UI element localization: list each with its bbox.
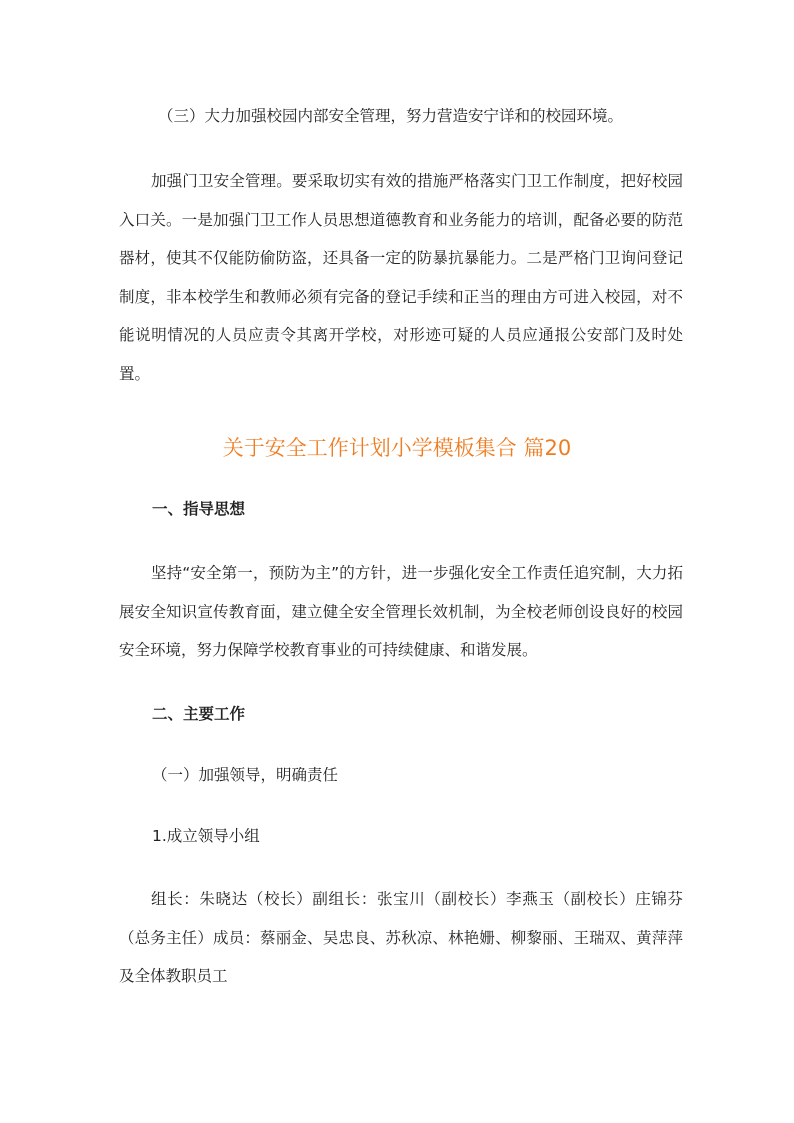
paragraph-text: 组长：朱晓达（校长）副组长：张宝川（副校长）李燕玉（副校长）庄锦芬（总务主任）成员：蔡丽金、吴忠良、苏秋凉、林艳姗、柳黎丽、王瑞双、黄萍萍及全体教职员工 <box>119 890 683 985</box>
sub-heading-text: （一）加强领导，明确责任 <box>152 766 339 784</box>
section-heading-2 <box>152 704 716 724</box>
item-heading-1 <box>152 826 716 846</box>
members-paragraph <box>119 880 683 996</box>
heading-text: 一、指导思想 <box>152 500 246 518</box>
item-heading-text: 1.成立领导小组 <box>152 827 260 845</box>
heading-text: （三）大力加强校园内部安全管理，努力营造安宁详和的校园环境。 <box>158 107 624 125</box>
sub-heading-1 <box>152 765 716 785</box>
gatekeeper-paragraph <box>119 162 683 393</box>
guiding-thought-paragraph <box>119 554 683 670</box>
paragraph-text: 加强门卫安全管理。要采取切实有效的措施严格落实门卫工作制度，把好校园入口关。一是加强门卫工作人员思想道德教育和业务能力的培训，配备必要的防范器材，使其不仅能防偷防盗，还具备一定的防暴抗暴能力。二是严格门卫询问登记制度，非本校学生和教师必须有完备的登记手续和正当的理由方可进入校园，对不能说明情况的人员应责令其离开学校，对形迹可疑的人员应通报公安部门及时处置。 <box>119 172 683 383</box>
document-title: 关于安全工作计划小学模板集合 篇20 <box>222 436 572 460</box>
section-heading-1 <box>152 499 716 519</box>
heading-text: 二、主要工作 <box>152 705 246 723</box>
paragraph-text: 坚持“安全第一，预防为主”的方针，进一步强化安全工作责任追究制，大力拓展安全知识宣传教育面，建立健全安全管理长效机制，为全校老师创设良好的校园安全环境，努力保障学校教育事业的可持续健康、和谐发展。 <box>119 564 683 659</box>
section-heading-3 <box>158 106 698 126</box>
